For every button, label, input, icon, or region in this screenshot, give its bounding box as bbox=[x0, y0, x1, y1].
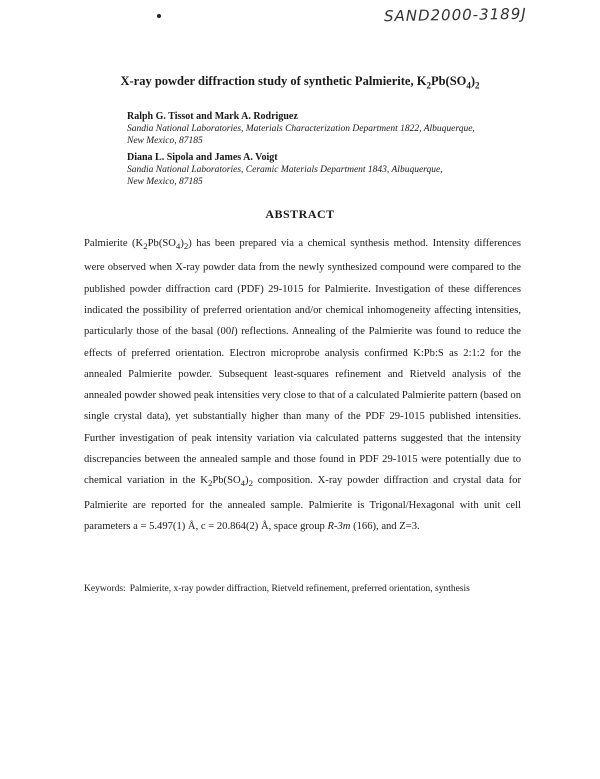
title-text-mid: Pb(SO bbox=[430, 74, 467, 88]
keywords-label: Keywords: bbox=[84, 584, 126, 594]
abstract-heading: ABSTRACT bbox=[265, 207, 335, 221]
abstract-body bbox=[84, 233, 521, 537]
title-sub-3: 2 bbox=[475, 80, 480, 91]
abstract-text: composition. X-ray powder diffraction and crystal data for Palmierite are reported for the annealed sample. Palmierite is Trigonal/Hexagonal with unit cell parameters a = 5.497(1) Å, c = 20.864(2) Å, space group bbox=[84, 475, 521, 533]
title-sub-1: 2 bbox=[426, 80, 431, 91]
report-number-handwritten: SAND2000-3189J bbox=[383, 4, 527, 26]
abstract-sub: 2 bbox=[248, 478, 253, 489]
abstract-text: Palmierite (K bbox=[84, 238, 144, 249]
keywords-text: Palmierite, x-ray powder diffraction, Rietveld refinement, preferred orientation, synthesis bbox=[129, 584, 470, 594]
abstract-sub: 2 bbox=[183, 241, 189, 252]
paper-title bbox=[0, 74, 600, 91]
abstract-text: ) bbox=[245, 475, 249, 487]
abstract-text: Pb(SO bbox=[147, 238, 176, 249]
title-text-end: ) bbox=[470, 74, 476, 88]
abstract-italic: l bbox=[231, 326, 235, 338]
author-block-2 bbox=[127, 152, 443, 188]
title-sub-2: 4 bbox=[466, 80, 471, 91]
title-text-main: X-ray powder diffraction study of synthetic Palmierite, K bbox=[120, 74, 427, 88]
author-affiliation-2-line1: Sandia National Laboratories, Ceramic Materials Department 1843, Albuquerque, bbox=[127, 165, 443, 175]
author-names-2: Diana L. Sipola and James A. Voigt bbox=[127, 152, 278, 163]
author-affiliation-1-line2: New Mexico, 87185 bbox=[127, 136, 203, 146]
abstract-text: ) has been prepared via a chemical synthesis method. Intensity differences were observed when X-ray powder data from the newly synthesized compound were compared to the published powder diffraction card (PDF) 29-1015 for Palmierite. Investigation of these differences indicated the possibility of preferred orientation and/or chemical inhomogeneity affecting intensities, particularly those of the basal (00 bbox=[84, 238, 521, 338]
abstract-text: Pb(SO bbox=[212, 475, 241, 487]
abstract-text: (166), and Z=3. bbox=[350, 521, 420, 533]
abstract-text: ) bbox=[180, 238, 184, 249]
abstract-text: ) reflections. Annealing of the Palmierite was found to reduce the effects of preferred orientation. Electron microprobe analysis confirmed K:Pb:S as 2:1:2 for the annealed Palmierite powder. Subsequent least-squares refinement and Rietveld analysis of the annealed powder showed peak intensities very close to that of a calculated Palmierite pattern (based on single crystal data), yet substantially higher than many of the PDF 29-1015 published intensities. Further investigation of peak intensity variation via calculated patterns suggested that the intensity discrepancies between the annealed sample and those found in PDF 29-1015 were potentially due to chemical variation in the K bbox=[84, 326, 521, 487]
abstract-sub: 4 bbox=[175, 241, 181, 252]
abstract-sub: 4 bbox=[240, 478, 246, 489]
author-block-1 bbox=[127, 111, 475, 147]
author-names-1: Ralph G. Tissot and Mark A. Rodriguez bbox=[127, 111, 298, 122]
author-affiliation-2-line2: New Mexico, 87185 bbox=[127, 177, 203, 187]
scan-speck bbox=[157, 14, 161, 18]
author-affiliation-1-line1: Sandia National Laboratories, Materials Characterization Department 1822, Albuquerque, bbox=[127, 124, 475, 134]
abstract-italic: R-3m bbox=[327, 521, 351, 533]
keywords-line bbox=[84, 584, 544, 594]
abstract-sub: 2 bbox=[207, 478, 213, 489]
abstract-sub: 2 bbox=[143, 241, 148, 252]
